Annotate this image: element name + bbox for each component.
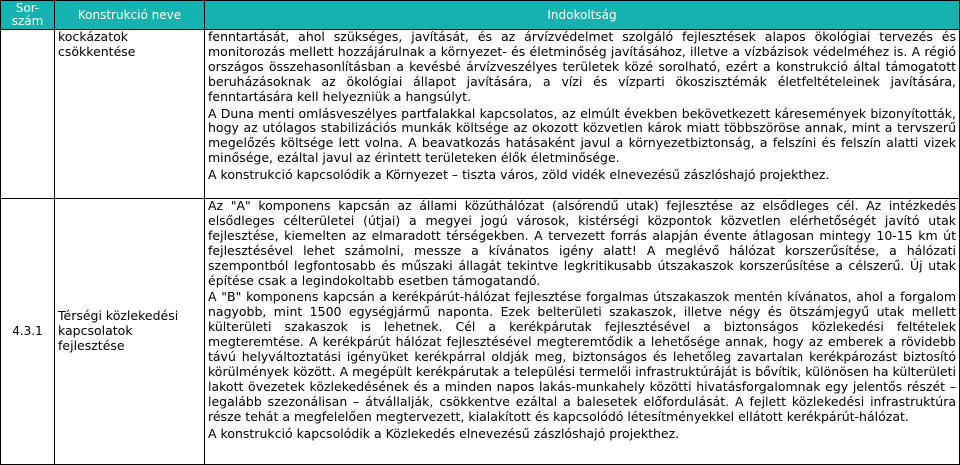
reason-paragraph: A Duna menti omlásveszélyes partfalakkal kapcsolatos, az elmúlt években bekövetkezett káresemények bizonyították, hogy az utólagos stabilizációs munkák költsége az okozott közvetlen károk miatt többszöröse annak, mint a tervszerű megelőzés költsége lett volna. A beavatkozás hatásaként javul a környezetbiztonság, a felszíni és felszín alatti vizek minősége, ezáltal javul az érintett területeken élők életminősége. <box>208 105 956 166</box>
table-header-row <box>1 1 960 30</box>
reason-paragraph: A "B" komponens kapcsán a kerékpárút-hálózat fejlesztése forgalmas útszakaszok mentén kívánatos, ahol a forgalom nagyobb, mint 1500 egységjármű naponta. Ezek belterületi szakaszok, illetve négy és ötszámjegyű utak mellett külterületi szakaszok is lehetnek. Cél a kerékpárutak fejlesztésével a biztonságos közlekedési feltételek megteremtése. A kerékpárút hálózat fejlesztésével megteremtődik a lehetősége annak, hogy az emberek a rövidebb távú helyváltoztatási igényüket kerékpárral oldják meg, biztonságos és lehetőleg zavartalan kerékpározást biztosító körülmények között. A megépült kerékpárutak a települési termelői infrastruktúráját is bővítik, különösen ha külterületi lakott övezetek közlekedésének és a minden napos lakás-munkahely közötti hivatásforgalomnak egy jelentős részét – legalább szezonálisan – átvállalják, csökkentve ezáltal a balesetek előfordulását. A fejlett közlekedési infrastruktúra része tehát a megfelelően megtervezett, kialakított és kapcsolódó létesítményekkel ellátott kerékpárút-hálózat. <box>208 289 956 424</box>
reason-paragraph: A konstrukció kapcsolódik a Környezet – tiszta város, zöld vidék elnevezésű zászlóshajó projekthez. <box>208 167 830 183</box>
reason-paragraph: A konstrukció kapcsolódik a Közlekedés elnevezésű zászlóshajó projekthez. <box>208 425 680 441</box>
table-row <box>1 199 960 465</box>
header-reason: Indokoltság <box>205 1 960 30</box>
construction-name: Térségi közlekedési kapcsolatok fejlesztése <box>55 199 205 465</box>
reason-cell <box>205 199 960 465</box>
row-number <box>1 30 55 199</box>
reason-paragraph: fenntartását, ahol szükséges, javítását, és az árvízvédelmet szolgáló fejlesztések alapos ökológiai tervezés és monitorozás mellett hozzájárulnak a környezet- és életminőség javításához, illetve a vízbázisok védelméhez is. A régió országos összehasonlításban a kevésbé árvízveszélyes területek közé sorolható, ezért a konstrukció által támogatott beruházásoknak az ökológiai állapot javítására, a vízi és vízparti ökoszisztémák életfeltételeinek javítására, fenntartására kell helyezniük a hangsúlyt. <box>208 29 956 104</box>
header-construction-name: Konstrukció neve <box>55 1 205 30</box>
construction-name: kockázatok csökkentése <box>55 30 205 199</box>
header-sorszam: Sor- szám <box>1 1 55 30</box>
reason-paragraph: Az "A" komponens kapcsán az állami közúthálózat (alsórendű utak) fejlesztése az elsődleges cél. Az intézkedés elsődleges célterületei (útjai) a megyei jogú városok, kistérségi központok közvetlen elérhetőségét javító utak fejlesztése, kiemelten az elmaradott térségekben. A tervezett forrás alapján évente átlagosan mintegy 10-15 km út fejlesztésével lehet számolni, messze a kívánatos igény alatt! A meglévő hálózat korszerűsítése, a hálózati szempontból legfontosabb és műszaki állagát tekintve legkritikusabb útszakaszok korszerűsítése a célszerű. Új utak építése csak a legindokoltabb esetben támogatandó. <box>208 198 956 288</box>
table-row <box>1 30 960 199</box>
reason-cell <box>205 30 960 199</box>
row-number: 4.3.1 <box>1 199 55 465</box>
